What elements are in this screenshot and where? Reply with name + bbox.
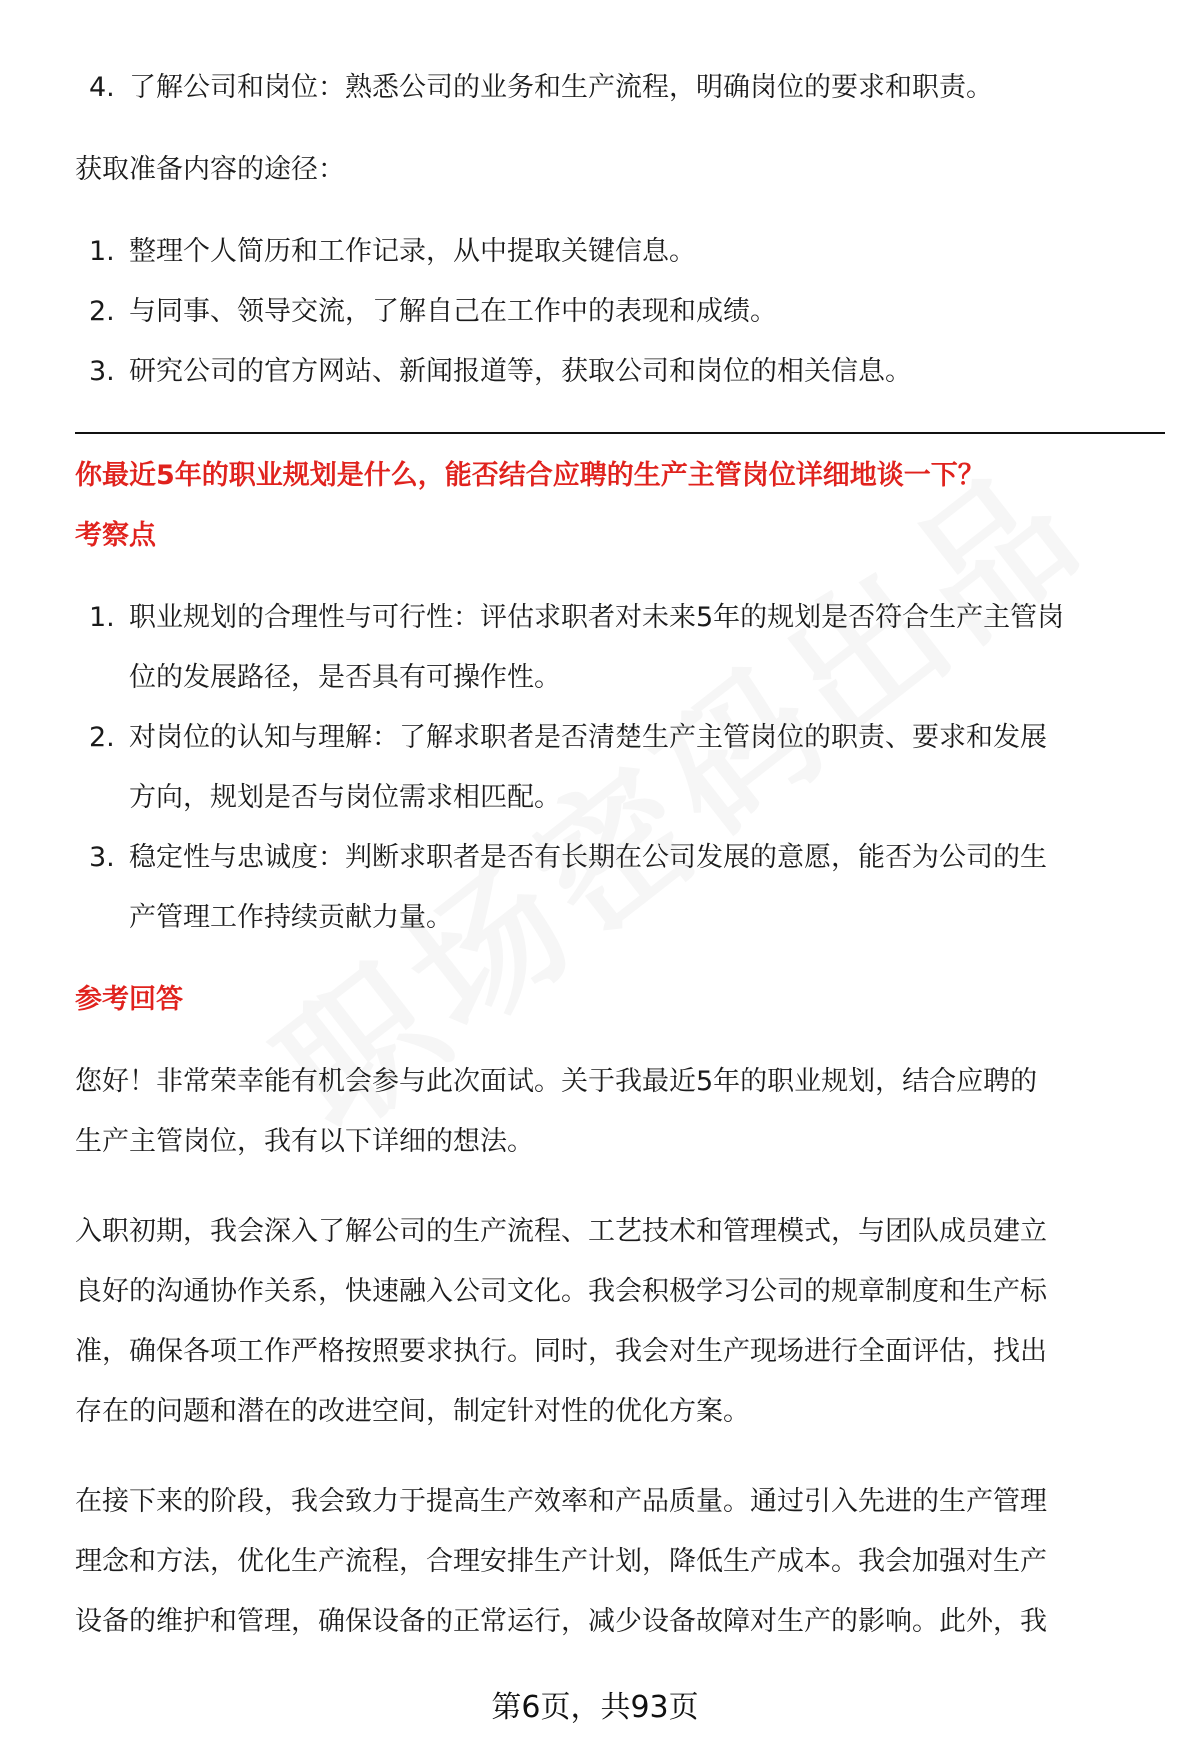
list-number: 2.	[89, 722, 115, 753]
list-number: 2.	[89, 296, 115, 327]
list-number: 3.	[89, 356, 115, 387]
list-number: 4.	[89, 72, 115, 103]
list-item	[75, 342, 1165, 402]
list-item	[75, 828, 1165, 948]
page-content	[75, 58, 1165, 1652]
paragraph-line: 入职初期，我会深入了解公司的生产流程、工艺技术和管理模式，与团队成员建立	[75, 1216, 1047, 1247]
list-text: 整理个人简历和工作记录，从中提取关键信息。	[129, 236, 696, 267]
section-divider	[75, 432, 1165, 434]
paragraph-line: 您好！非常荣幸能有机会参与此次面试。关于我最近5年的职业规划，结合应聘的	[75, 1066, 1038, 1097]
page-footer: 第6页，共93页	[491, 1690, 699, 1725]
list-line: 职业规划的合理性与可行性：评估求职者对未来5年的规划是否符合生产主管岗	[129, 602, 1065, 633]
paragraph-line: 理念和方法，优化生产流程，合理安排生产计划，降低生产成本。我会加强对生产	[75, 1546, 1047, 1577]
check-list	[75, 588, 1165, 948]
list-text: 研究公司的官方网站、新闻报道等，获取公司和岗位的相关信息。	[129, 356, 912, 387]
list-line: 方向，规划是否与岗位需求相匹配。	[129, 782, 561, 813]
list-line: 稳定性与忠诚度：判断求职者是否有长期在公司发展的意愿，能否为公司的生	[129, 842, 1047, 873]
answer-paragraph	[75, 1202, 1165, 1442]
answer-paragraph	[75, 1472, 1165, 1652]
top-list	[75, 58, 1165, 118]
paragraph-line: 在接下来的阶段，我会致力于提高生产效率和产品质量。通过引入先进的生产管理	[75, 1486, 1047, 1517]
list-item	[75, 222, 1165, 282]
list-number: 1.	[89, 236, 115, 267]
list-item	[75, 282, 1165, 342]
paragraph-line: 准，确保各项工作严格按照要求执行。同时，我会对生产现场进行全面评估，找出	[75, 1336, 1047, 1367]
list-number: 3.	[89, 842, 115, 873]
paragraph-line: 良好的沟通协作关系，快速融入公司文化。我会积极学习公司的规章制度和生产标	[75, 1276, 1047, 1307]
list-item	[75, 708, 1165, 828]
answer-title: 参考回答	[75, 984, 183, 1015]
paragraph-line: 存在的问题和潜在的改进空间，制定针对性的优化方案。	[75, 1396, 750, 1427]
list-number: 1.	[89, 602, 115, 633]
paragraph-line: 生产主管岗位，我有以下详细的想法。	[75, 1126, 534, 1157]
list-item	[75, 588, 1165, 708]
list-text: 与同事、领导交流，了解自己在工作中的表现和成绩。	[129, 296, 777, 327]
answer-paragraph	[75, 1052, 1165, 1172]
list-text: 了解公司和岗位：熟悉公司的业务和生产流程，明确岗位的要求和职责。	[129, 72, 993, 103]
list-item	[75, 58, 1165, 118]
list-line: 对岗位的认知与理解：了解求职者是否清楚生产主管岗位的职责、要求和发展	[129, 722, 1047, 753]
list-line: 位的发展路径，是否具有可操作性。	[129, 662, 561, 693]
ways-heading: 获取准备内容的途径：	[75, 154, 345, 185]
check-points-title: 考察点	[75, 520, 156, 551]
ways-list	[75, 222, 1165, 402]
paragraph-line: 设备的维护和管理，确保设备的正常运行，减少设备故障对生产的影响。此外，我	[75, 1606, 1047, 1637]
question-title: 你最近5年的职业规划是什么，能否结合应聘的生产主管岗位详细地谈一下？	[75, 460, 985, 491]
list-line: 产管理工作持续贡献力量。	[129, 902, 453, 933]
